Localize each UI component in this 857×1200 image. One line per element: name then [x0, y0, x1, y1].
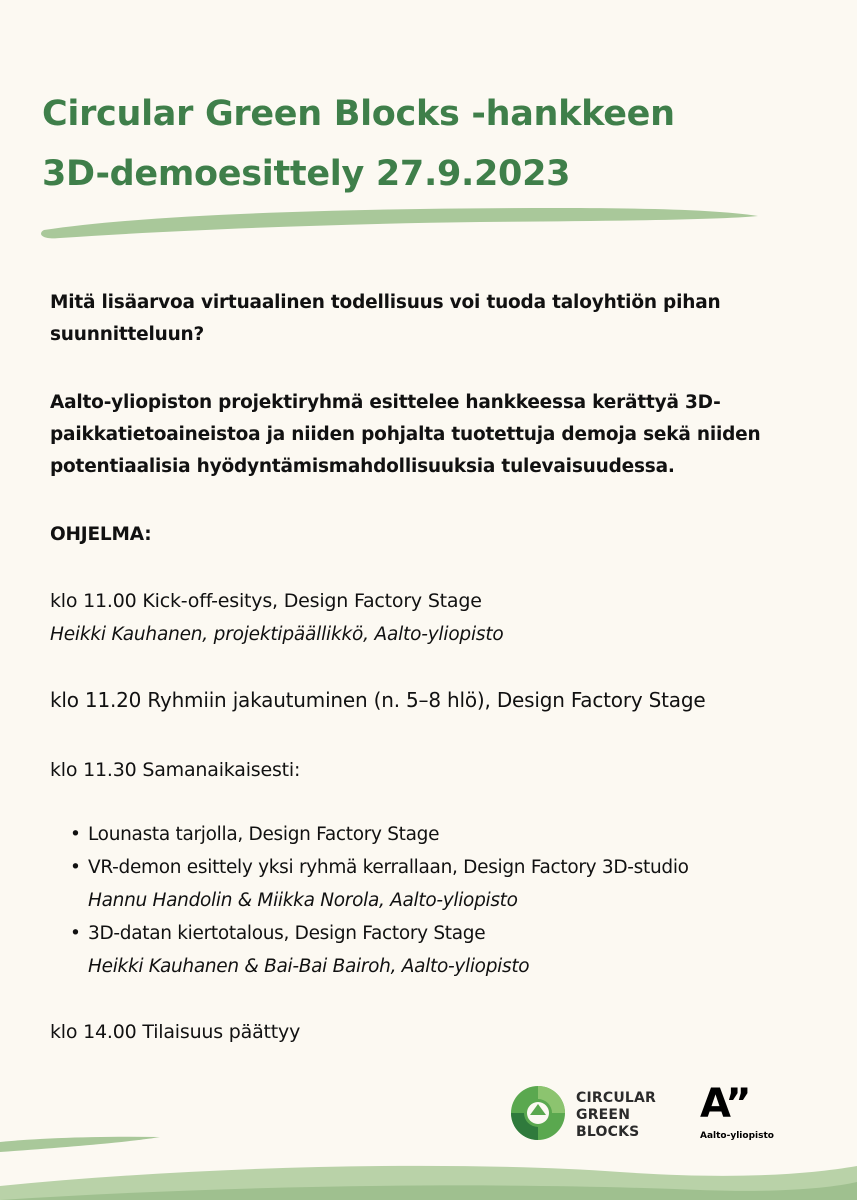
intro-question: Mitä lisäarvoa virtuaalinen todellisuus voi tuoda taloyhtiön pihan suunnitteluun?: [50, 292, 721, 345]
description-line: Aalto-yliopiston projektiryhmä esittelee hankkeessa kerättyä 3D-: [50, 392, 721, 413]
session-speaker: Heikki Kauhanen & Bai-Bai Bairoh, Aalto-yliopisto: [88, 956, 530, 977]
cgb-line-2: GREEN: [576, 1107, 631, 1123]
bottom-left-stroke: [0, 1137, 160, 1152]
session-text: Lounasta tarjolla, Design Factory Stage: [88, 824, 440, 845]
aalto-logo-name: Aalto-yliopisto: [700, 1131, 774, 1141]
title-line-1: Circular Green Blocks -hankkeen: [42, 94, 675, 134]
description-line: paikkatietoaineistoa ja niiden pohjalta tuotettuja demoja sekä niiden: [50, 424, 761, 445]
bullet-icon: •: [70, 824, 81, 845]
program-item-parallel: klo 11.30 Samanaikaisesti:: [50, 759, 301, 781]
intro-description: [50, 387, 840, 483]
title-underline-stroke: [41, 208, 758, 238]
program-item-end: klo 14.00 Tilaisuus päättyy: [50, 1021, 301, 1043]
list-item: [50, 851, 840, 917]
title-line-2: 3D-demoesittely 27.9.2023: [42, 154, 571, 194]
program-item-kickoff: klo 11.00 Kick-off-esitys, Design Factory Stage: [50, 590, 482, 612]
program-item-kickoff-speaker: Heikki Kauhanen, projektipäällikkö, Aalto-yliopisto: [50, 624, 504, 645]
bullet-icon: •: [70, 857, 81, 878]
aalto-logo-mark: A”: [700, 1081, 750, 1127]
page-title: [42, 84, 842, 204]
cgb-line-1: CIRCULAR: [576, 1090, 657, 1106]
circular-green-blocks-wordmark: [576, 1090, 656, 1141]
description-line: potentiaalisia hyödyntämismahdollisuuksia tulevaisuudessa.: [50, 456, 675, 477]
session-text: VR-demon esittely yksi ryhmä kerrallaan, Design Factory 3D-studio: [88, 857, 689, 878]
session-text: 3D-datan kiertotalous, Design Factory Stage: [88, 923, 486, 944]
bullet-icon: •: [70, 923, 81, 944]
session-speaker: Hannu Handolin & Miikka Norola, Aalto-yliopisto: [88, 890, 518, 911]
program-item-groups: klo 11.20 Ryhmiin jakautuminen (n. 5–8 hlö), Design Factory Stage: [50, 688, 706, 712]
list-item: [50, 818, 840, 851]
program-heading: OHJELMA:: [50, 524, 152, 545]
cgb-line-3: BLOCKS: [576, 1124, 640, 1140]
list-item: [50, 917, 840, 983]
parallel-sessions-list: [50, 818, 840, 983]
